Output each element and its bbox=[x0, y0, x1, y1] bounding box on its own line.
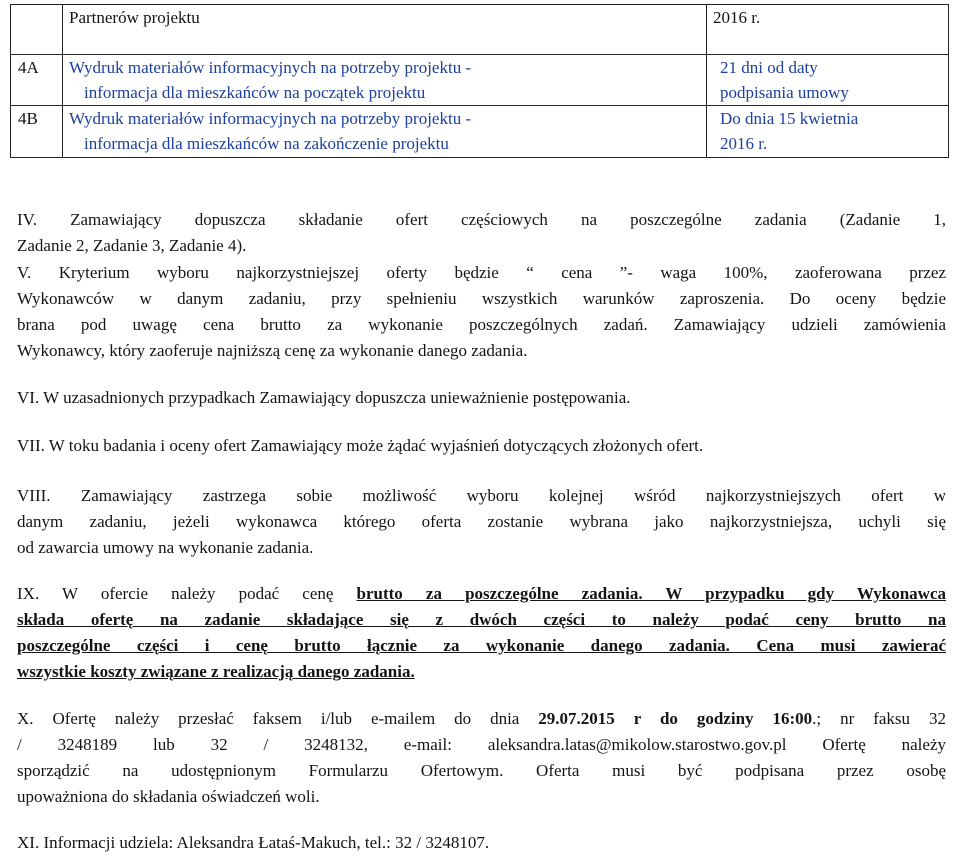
section-vii bbox=[17, 433, 946, 459]
section-x bbox=[17, 706, 946, 810]
section-iv-line: IV. Zamawiający dopuszcza składanie ofert częściowych na poszczególne zadania (Zadanie 1, bbox=[17, 210, 946, 229]
section-xi-text: XI. Informacji udziela: Aleksandra Łataś-Makuch, tel.: 32 / 3248107. bbox=[17, 833, 490, 852]
section-iv-line: Zadanie 2, Zadanie 3, Zadanie 4). bbox=[17, 236, 247, 255]
row-desc-line: informacja dla mieszkańców na zakończenie projektu bbox=[84, 134, 449, 153]
section-ix-emphasis: brutto za poszczególne zadania. bbox=[356, 584, 643, 603]
section-v-line: Wykonawców w danym zadaniu, przy spełnieniu wszystkich warunków zaproszenia. Do oceny będzie bbox=[17, 289, 946, 308]
section-ix-line bbox=[17, 581, 946, 607]
section-v-line: V. Kryterium wyboru najkorzystniejszej oferty będzie “ cena ”- waga 100%, zaoferowana przez bbox=[17, 263, 946, 282]
section-x-suffix: .; nr faksu 32 bbox=[812, 709, 946, 728]
section-v-line: brana pod uwagę cena brutto za wykonanie poszczególnych zadań. Zamawiający udzieli zamówienia bbox=[17, 315, 946, 334]
row-id: 4A bbox=[18, 58, 39, 77]
section-ix bbox=[17, 581, 946, 685]
row-id: 4B bbox=[18, 109, 38, 128]
row-desc-line: Wydruk materiałów informacyjnych na potrzeby projektu - bbox=[69, 109, 472, 128]
section-viii-line: danym zadaniu, jeżeli wykonawca którego oferta zostanie wybrana jako najkorzystniejsza, uchyli się bbox=[17, 512, 946, 531]
table-line-bottom bbox=[10, 157, 948, 158]
section-vi-text: VI. W uzasadnionych przypadkach Zamawiający dopuszcza unieważnienie postępowania. bbox=[17, 388, 631, 407]
section-viii-line: od zawarcia umowy na wykonanie zadania. bbox=[17, 538, 314, 557]
section-x-line bbox=[17, 706, 946, 732]
table-row bbox=[10, 106, 948, 157]
row-desc-line: Wydruk materiałów informacyjnych na potrzeby projektu - bbox=[69, 58, 472, 77]
section-v bbox=[17, 260, 946, 364]
section-x-prefix: X. Ofertę należy przesłać faksem i/lub e-mailem do dnia bbox=[17, 709, 539, 728]
section-ix-prefix: IX. W ofercie należy podać cenę bbox=[17, 584, 357, 603]
row-date: 2016 r. bbox=[713, 8, 761, 27]
section-viii bbox=[17, 483, 946, 561]
section-x-line: sporządzić na udostępnionym Formularzu Ofertowym. Oferta musi być podpisana przez osobę bbox=[17, 761, 946, 780]
section-ix-line: składa ofertę na zadanie składające się z dwóch części to należy podać ceny brutto na bbox=[17, 610, 946, 629]
row-desc-line: informacja dla mieszkańców na początek projektu bbox=[84, 83, 426, 102]
row-date-line: podpisania umowy bbox=[720, 83, 849, 102]
row-desc: Partnerów projektu bbox=[69, 8, 200, 27]
section-x-line: upoważniona do składania oświadczeń woli. bbox=[17, 787, 320, 806]
section-ix-line: poszczególne części i cenę brutto łącznie za wykonanie danego zadania. Cena musi zawierać bbox=[17, 636, 946, 655]
section-x-deadline: 29.07.2015 r do godziny 16:00 bbox=[538, 709, 813, 728]
section-ix-line: wszystkie koszty związane z realizacją danego zadania. bbox=[17, 662, 415, 681]
row-date-line: 21 dni od daty bbox=[720, 58, 818, 77]
section-vi bbox=[17, 385, 946, 411]
section-vii-text: VII. W toku badania i oceny ofert Zamawiający może żądać wyjaśnień dotyczących złożonych ofert. bbox=[17, 436, 704, 455]
section-xi bbox=[17, 830, 946, 856]
table-row bbox=[10, 4, 948, 54]
row-date-line: Do dnia 15 kwietnia bbox=[720, 109, 859, 128]
table-row bbox=[10, 55, 948, 105]
section-viii-line: VIII. Zamawiający zastrzega sobie możliwość wyboru kolejnej wśród najkorzystniejszych ofert w bbox=[17, 486, 946, 505]
section-ix-emphasis: W przypadku gdy Wykonawca bbox=[642, 584, 946, 603]
row-date-line: 2016 r. bbox=[720, 134, 768, 153]
table-line-right bbox=[948, 4, 949, 158]
section-x-line: / 3248189 lub 32 / 3248132, e-mail: aleksandra.latas@mikolow.starostwo.gov.pl Ofertę należy bbox=[17, 735, 946, 754]
section-v-line: Wykonawcy, który zaoferuje najniższą cenę za wykonanie danego zadania. bbox=[17, 341, 528, 360]
section-iv bbox=[17, 207, 946, 259]
